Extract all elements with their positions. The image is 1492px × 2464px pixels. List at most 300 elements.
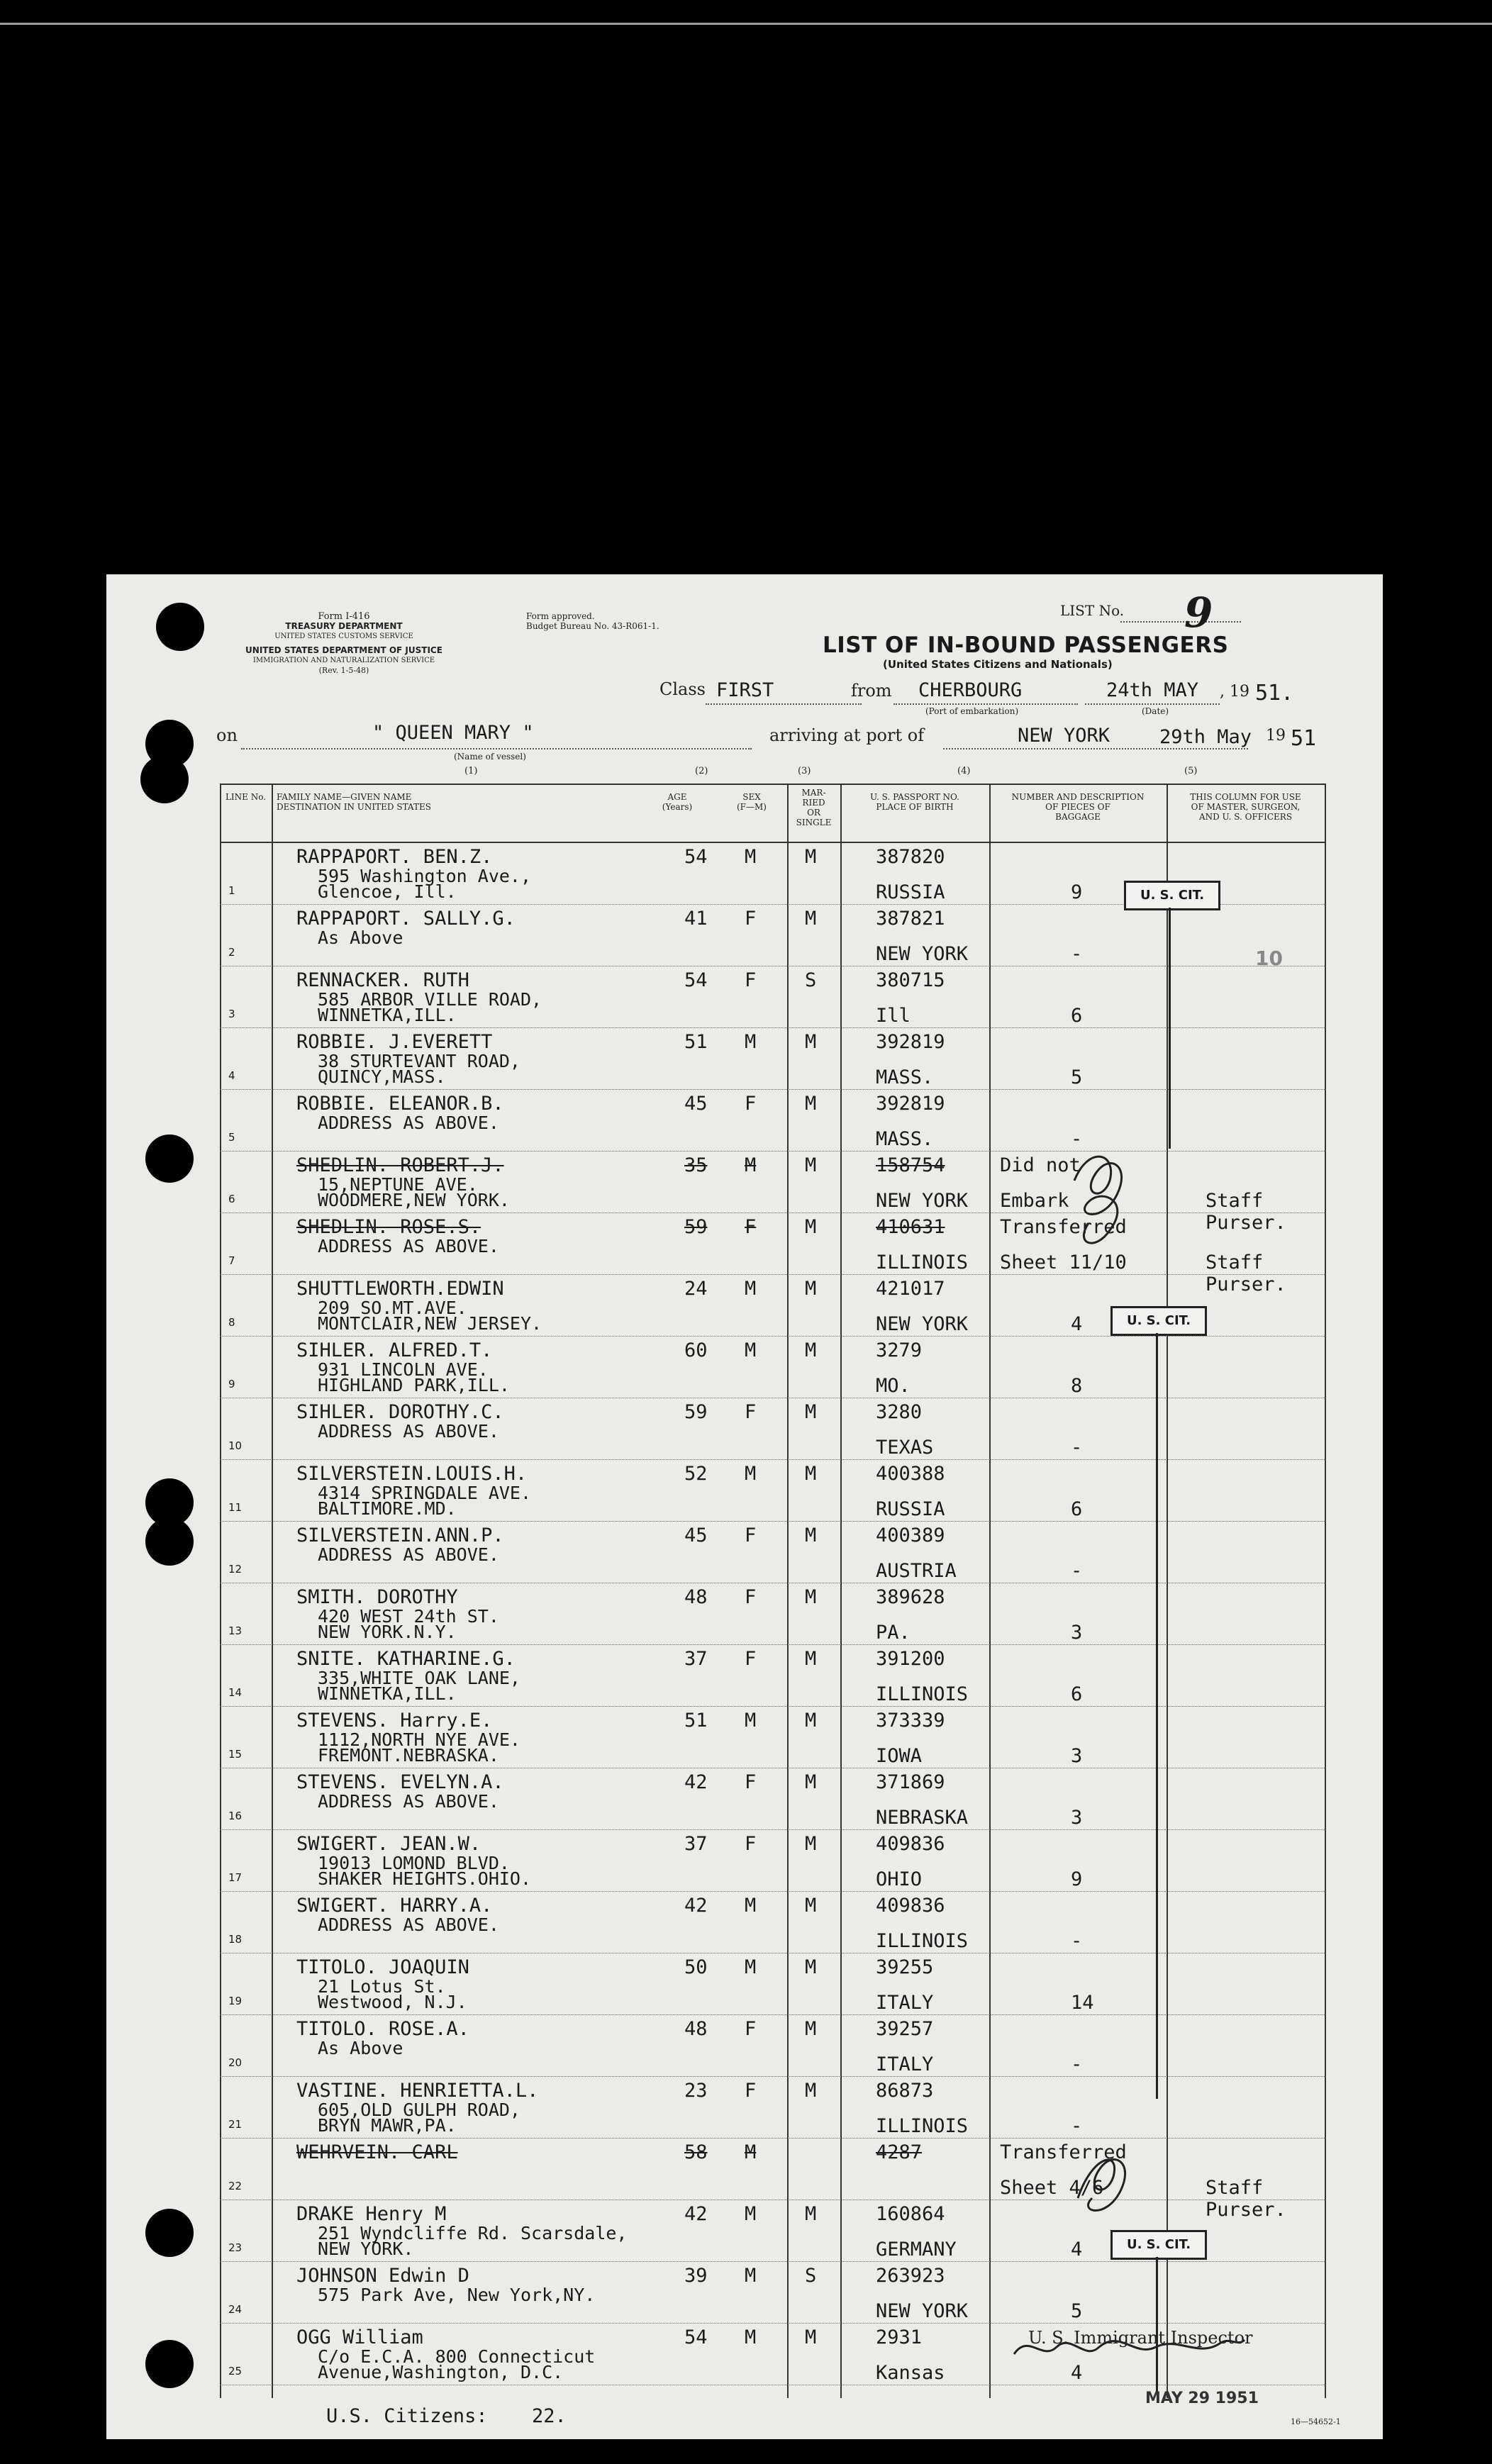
- list-no-value: 9: [1184, 589, 1213, 637]
- baggage-count: 4: [1071, 2362, 1083, 2384]
- us-cit-stamp: U. S. CIT.: [1110, 2230, 1207, 2260]
- place-of-birth: MASS.: [876, 1128, 934, 1150]
- passenger-sex: M: [745, 1956, 757, 1978]
- line-number: 14: [228, 1686, 243, 1699]
- vessel-line: [241, 748, 752, 749]
- passport-number: 158754: [876, 1154, 945, 1176]
- passport-number: 400389: [876, 1524, 945, 1546]
- table-row: [220, 2015, 1326, 2077]
- place-of-birth: ITALY: [876, 2053, 934, 2075]
- passenger-name: SHUTTLEWORTH.EDWIN: [296, 1278, 504, 1300]
- baggage-count: 6: [1071, 1005, 1083, 1027]
- table-row: [220, 1953, 1326, 2015]
- us-cit-stamp: U. S. CIT.: [1124, 881, 1220, 910]
- marital-status: M: [805, 1401, 817, 1423]
- marital-status: M: [805, 1339, 817, 1361]
- table-row: [220, 905, 1326, 966]
- address-line-1: ADDRESS AS ABOVE.: [318, 1236, 499, 1256]
- date-line: [1085, 703, 1220, 705]
- passenger-sex: M: [745, 2265, 757, 2287]
- marital-status: S: [805, 969, 817, 991]
- baggage-note-2: Sheet 11/10: [1000, 1251, 1127, 1273]
- arrival-port: NEW YORK: [1018, 725, 1110, 747]
- address-line-1: 4314 SPRINGDALE AVE.: [318, 1483, 532, 1503]
- table-row: [220, 1522, 1326, 1583]
- header-sex: SEX (F—M): [737, 792, 767, 812]
- passenger-name: RAPPAPORT. BEN.Z.: [296, 846, 493, 868]
- marital-status: M: [805, 2326, 817, 2348]
- passenger-sex: M: [745, 1278, 757, 1300]
- vessel-name: " QUEEN MARY ": [372, 722, 534, 744]
- passport-number: 409836: [876, 1895, 945, 1917]
- passenger-age: 45: [684, 1524, 708, 1546]
- address-line-1: ADDRESS AS ABOVE.: [318, 1113, 499, 1133]
- line-number: 8: [228, 1316, 235, 1329]
- passenger-name: TITOLO. ROSE.A.: [296, 2018, 469, 2040]
- citizens-total-label: U.S. Citizens:: [326, 2405, 488, 2427]
- address-line-1: ADDRESS AS ABOVE.: [318, 1791, 499, 1812]
- passenger-age: 39: [684, 2265, 708, 2287]
- passenger-name: WEHRVEIN. CARL: [296, 2141, 458, 2163]
- marital-status: M: [805, 1278, 817, 1300]
- baggage-count: 6: [1071, 1683, 1083, 1705]
- table-row: [220, 2262, 1326, 2324]
- passport-number: 392819: [876, 1093, 945, 1115]
- table-row: [220, 1090, 1326, 1152]
- from-value: CHERBOURG: [918, 679, 1023, 701]
- justice-dept: UNITED STATES DEPARTMENT OF JUSTICE: [245, 645, 442, 655]
- address-line-1: 605,OLD GULPH ROAD,: [318, 2100, 520, 2120]
- customs-service: UNITED STATES CUSTOMS SERVICE: [274, 632, 413, 640]
- passenger-name: SWIGERT. HARRY.A.: [296, 1895, 493, 1917]
- passenger-age: 48: [684, 2018, 708, 2040]
- passenger-age: 51: [684, 1031, 708, 1053]
- passenger-age: 35: [684, 1154, 708, 1176]
- year-value: 51.: [1255, 681, 1294, 706]
- place-of-birth: TEXAS: [876, 1437, 934, 1459]
- place-of-birth: NEW YORK: [876, 1190, 969, 1212]
- address-line-1: 21 Lotus St.: [318, 1976, 446, 1997]
- baggage-count: -: [1071, 1560, 1083, 1582]
- table-row: [220, 1337, 1326, 1398]
- col-num-5: (5): [1184, 766, 1198, 776]
- passenger-name: SHEDLIN. ROSE.S.: [296, 1216, 481, 1238]
- table-row: [220, 1768, 1326, 1830]
- passport-number: 2931: [876, 2326, 923, 2348]
- passenger-sex: M: [745, 2326, 757, 2348]
- punch-hole: [156, 603, 204, 651]
- port-embarkation-caption: (Port of embarkation): [925, 706, 1019, 716]
- passenger-name: STEVENS. EVELYN.A.: [296, 1771, 504, 1793]
- passenger-sex: F: [745, 1771, 757, 1793]
- passport-number: 400388: [876, 1463, 945, 1485]
- passenger-name: SIHLER. ALFRED.T.: [296, 1339, 493, 1361]
- baggage-count: -: [1071, 1930, 1083, 1952]
- baggage-count: 8: [1071, 1375, 1083, 1397]
- inspection-date-stamp: MAY 29 1951: [1145, 2390, 1259, 2407]
- passenger-age: 23: [684, 2080, 708, 2102]
- baggage-count: 3: [1071, 1745, 1083, 1767]
- scribble-mark: [1064, 2134, 1142, 2226]
- address-line-2: MONTCLAIR,NEW JERSEY.: [318, 1313, 542, 1334]
- address-line-2: NEW YORK.: [318, 2239, 414, 2259]
- passenger-age: 58: [684, 2141, 708, 2163]
- marital-status: M: [805, 908, 817, 930]
- passenger-name: SILVERSTEIN.LOUIS.H.: [296, 1463, 528, 1485]
- table-row: [220, 1460, 1326, 1522]
- passport-number: 380715: [876, 969, 945, 991]
- on-label: on: [216, 725, 238, 745]
- address-line-1: ADDRESS AS ABOVE.: [318, 1421, 499, 1442]
- place-of-birth: NEW YORK: [876, 1313, 969, 1335]
- table-row: [220, 1583, 1326, 1645]
- print-code: 16—54652-1: [1291, 2417, 1341, 2426]
- place-of-birth: IOWA: [876, 1745, 923, 1767]
- year-prefix: , 19: [1220, 683, 1249, 701]
- passenger-sex: M: [745, 1031, 757, 1053]
- passenger-name: SILVERSTEIN.ANN.P.: [296, 1524, 504, 1546]
- passenger-sex: F: [745, 1833, 757, 1855]
- baggage-count: 4: [1071, 2239, 1083, 2260]
- baggage-count: -: [1071, 2053, 1083, 2075]
- passenger-age: 60: [684, 1339, 708, 1361]
- address-line-2: WOODMERE,NEW YORK.: [318, 1190, 510, 1210]
- passport-number: 410631: [876, 1216, 945, 1238]
- address-line-2: FREMONT.NEBRASKA.: [318, 1745, 499, 1766]
- passport-number: 4287: [876, 2141, 923, 2163]
- address-line-2: SHAKER HEIGHTS.OHIO.: [318, 1868, 532, 1889]
- place-of-birth: ILLINOIS: [876, 1683, 969, 1705]
- passenger-name: SWIGERT. JEAN.W.: [296, 1833, 481, 1855]
- header-age: AGE (Years): [662, 792, 693, 812]
- passenger-sex: M: [745, 1895, 757, 1917]
- passenger-name: DRAKE Henry M: [296, 2203, 447, 2225]
- punch-hole: [140, 755, 189, 803]
- passenger-sex: F: [745, 2080, 757, 2102]
- arrival-line: [943, 748, 1248, 749]
- passenger-name: RENNACKER. RUTH: [296, 969, 469, 991]
- passenger-age: 48: [684, 1586, 708, 1608]
- line-number: 11: [228, 1501, 243, 1514]
- arrival-year: 51: [1291, 726, 1317, 751]
- manifest-sheet: [106, 574, 1383, 2439]
- passenger-name: SHEDLIN. ROBERT.J.: [296, 1154, 504, 1176]
- list-no-label: LIST No.: [1060, 602, 1125, 619]
- place-of-birth: NEBRASKA: [876, 1807, 969, 1829]
- passport-number: 391200: [876, 1648, 945, 1670]
- class-line: [706, 703, 862, 705]
- marital-status: M: [805, 1216, 817, 1238]
- marital-status: M: [805, 846, 817, 868]
- baggage-count: 9: [1071, 1868, 1083, 1890]
- form-number: Form I-416: [318, 611, 370, 622]
- baggage-count: 14: [1071, 1992, 1094, 2014]
- marital-status: M: [805, 1710, 817, 1732]
- marital-status: M: [805, 1895, 817, 1917]
- baggage-count: -: [1071, 1437, 1083, 1459]
- us-cit-stamp: U. S. CIT.: [1110, 1306, 1207, 1336]
- line-number: 10: [228, 1439, 243, 1452]
- inspector-label: U. S. Immigrant Inspector: [1028, 2328, 1253, 2348]
- place-of-birth: Ill: [876, 1005, 911, 1027]
- treasury-dept: TREASURY DEPARTMENT: [285, 621, 403, 631]
- passenger-age: 42: [684, 2203, 708, 2225]
- place-of-birth: NEW YORK: [876, 943, 969, 965]
- passport-number: 387821: [876, 908, 945, 930]
- passport-number: 39257: [876, 2018, 934, 2040]
- baggage-note: Transferred: [1000, 1216, 1127, 1238]
- passport-number: 421017: [876, 1278, 945, 1300]
- address-line-1: 251 Wyndcliffe Rd. Scarsdale,: [318, 2223, 628, 2243]
- baggage-note: Did not: [1000, 1154, 1081, 1176]
- marital-status: M: [805, 1833, 817, 1855]
- place-of-birth: RUSSIA: [876, 1498, 945, 1520]
- address-line-2: Glencoe, Ill.: [318, 881, 457, 902]
- baggage-count: 6: [1071, 1498, 1083, 1520]
- passenger-name: SNITE. KATHARINE.G.: [296, 1648, 516, 1670]
- stamp-arrow-line: [1156, 1333, 1158, 2099]
- address-line-1: 15,NEPTUNE AVE.: [318, 1174, 478, 1195]
- header-line-no: LINE No.: [225, 792, 267, 802]
- line-number: 6: [228, 1193, 235, 1205]
- line-number: 25: [228, 2365, 243, 2377]
- place-of-birth: RUSSIA: [876, 881, 945, 903]
- from-line: [893, 703, 1078, 705]
- marital-status: M: [805, 1771, 817, 1793]
- passenger-name: VASTINE. HENRIETTA.L.: [296, 2080, 539, 2102]
- stamp-arrow-line: [1169, 908, 1171, 1149]
- place-of-birth: ITALY: [876, 1992, 934, 2014]
- address-line-1: 19013 LOMOND BLVD.: [318, 1853, 510, 1873]
- address-line-1: 420 WEST 24th ST.: [318, 1606, 499, 1627]
- header-officers: THIS COLUMN FOR USE OF MASTER, SURGEON, AND U. S. OFFICERS: [1190, 792, 1301, 822]
- address-line-1: 335,WHITE OAK LANE,: [318, 1668, 520, 1688]
- passenger-name: RAPPAPORT. SALLY.G.: [296, 908, 516, 930]
- passenger-age: 42: [684, 1771, 708, 1793]
- passenger-name: OGG William: [296, 2326, 423, 2348]
- address-line-2: Westwood, N.J.: [318, 1992, 467, 2012]
- place-of-birth: MO.: [876, 1375, 911, 1397]
- passport-number: 86873: [876, 2080, 934, 2102]
- place-of-birth: ILLINOIS: [876, 1930, 969, 1952]
- baggage-count: 3: [1071, 1807, 1083, 1829]
- passport-number: 39255: [876, 1956, 934, 1978]
- line-number: 15: [228, 1748, 243, 1761]
- passport-number: 371869: [876, 1771, 945, 1793]
- address-line-1: 585 ARBOR VILLE ROAD,: [318, 989, 542, 1010]
- passport-number: 3279: [876, 1339, 923, 1361]
- passenger-age: 54: [684, 2326, 708, 2348]
- col-num-4: (4): [957, 766, 971, 776]
- passenger-age: 59: [684, 1401, 708, 1423]
- passenger-sex: F: [745, 1648, 757, 1670]
- baggage-note: Transferred: [1000, 2141, 1127, 2163]
- address-line-1: 931 LINCOLN AVE.: [318, 1359, 489, 1380]
- officer-note: Staff Purser.: [1206, 2177, 1286, 2221]
- passenger-sex: M: [745, 2141, 757, 2163]
- page-title: LIST OF IN-BOUND PASSENGERS: [823, 632, 1229, 658]
- passenger-name: ROBBIE. ELEANOR.B.: [296, 1093, 504, 1115]
- marital-status: M: [805, 1648, 817, 1670]
- passenger-sex: M: [745, 846, 757, 868]
- passenger-age: 54: [684, 846, 708, 868]
- line-number: 22: [228, 2180, 243, 2192]
- class-label: Class: [659, 679, 706, 699]
- baggage-count: 5: [1071, 2300, 1083, 2322]
- place-of-birth: NEW YORK: [876, 2300, 969, 2322]
- address-line-1: ADDRESS AS ABOVE.: [318, 1544, 499, 1565]
- marital-status: M: [805, 1463, 817, 1485]
- line-number: 1: [228, 884, 235, 897]
- punch-hole: [145, 1135, 194, 1183]
- passenger-name: TITOLO. JOAQUIN: [296, 1956, 469, 1978]
- passenger-sex: M: [745, 1463, 757, 1485]
- class-value: FIRST: [716, 679, 774, 701]
- line-number: 9: [228, 1378, 235, 1390]
- baggage-count: -: [1071, 2115, 1083, 2137]
- line-number: 17: [228, 1871, 243, 1884]
- place-of-birth: Kansas: [876, 2362, 945, 2384]
- vessel-caption: (Name of vessel): [454, 752, 526, 762]
- col-num-2: (2): [695, 766, 708, 776]
- address-line-2: WINNETKA,ILL.: [318, 1683, 457, 1704]
- punch-hole: [145, 2340, 194, 2388]
- header-name: FAMILY NAME—GIVEN NAME DESTINATION IN UNITED STATES: [277, 792, 431, 812]
- embark-date: 24th MAY: [1106, 679, 1199, 701]
- passport-number: 373339: [876, 1710, 945, 1732]
- line-number: 20: [228, 2056, 243, 2069]
- passenger-sex: F: [745, 1524, 757, 1546]
- baggage-count: 5: [1071, 1066, 1083, 1088]
- marital-status: M: [805, 1586, 817, 1608]
- address-line-1: ADDRESS AS ABOVE.: [318, 1914, 499, 1935]
- line-number: 23: [228, 2241, 243, 2254]
- baggage-count: 9: [1071, 881, 1083, 903]
- marital-status: M: [805, 2080, 817, 2102]
- place-of-birth: PA.: [876, 1622, 911, 1644]
- arrival-year-prefix: 19: [1266, 727, 1286, 745]
- passenger-sex: F: [745, 1216, 757, 1238]
- col-num-3: (3): [798, 766, 811, 776]
- line-number: 4: [228, 1069, 235, 1082]
- address-line-1: As Above: [318, 927, 403, 948]
- punch-hole: [145, 2209, 194, 2257]
- address-line-1: 595 Washington Ave.,: [318, 866, 532, 886]
- officer-note: Staff Purser.: [1206, 1190, 1286, 1234]
- top-border-line: [0, 23, 1492, 25]
- arriving-label: arriving at port of: [769, 725, 925, 745]
- table-row: [220, 966, 1326, 1028]
- header-passport: U. S. PASSPORT NO. PLACE OF BIRTH: [870, 792, 959, 812]
- officer-note: Staff Purser.: [1206, 1251, 1286, 1295]
- passenger-sex: M: [745, 1154, 757, 1176]
- passenger-sex: F: [745, 908, 757, 930]
- line-number: 7: [228, 1254, 235, 1267]
- line-number: 24: [228, 2303, 243, 2316]
- address-line-2: NEW YORK.N.Y.: [318, 1622, 457, 1642]
- revision-date: (Rev. 1-5-48): [318, 666, 369, 675]
- place-of-birth: ILLINOIS: [876, 1251, 969, 1273]
- baggage-count: 3: [1071, 1622, 1083, 1644]
- line-number: 18: [228, 1933, 243, 1946]
- passenger-age: 41: [684, 908, 708, 930]
- address-line-2: BALTIMORE.MD.: [318, 1498, 457, 1519]
- passenger-age: 37: [684, 1648, 708, 1670]
- table-row: [220, 1028, 1326, 1090]
- passenger-age: 54: [684, 969, 708, 991]
- passenger-age: 45: [684, 1093, 708, 1115]
- passenger-name: SIHLER. DOROTHY.C.: [296, 1401, 504, 1423]
- address-line-2: HIGHLAND PARK,ILL.: [318, 1375, 510, 1395]
- line-number: 2: [228, 946, 235, 959]
- table-row: [220, 2077, 1326, 2139]
- form-approved: Form approved.: [526, 611, 595, 621]
- marital-status: M: [805, 2018, 817, 2040]
- passenger-sex: F: [745, 1586, 757, 1608]
- from-label: from: [851, 681, 892, 701]
- passenger-sex: M: [745, 2203, 757, 2225]
- address-line-1: 209 SO.MT.AVE.: [318, 1298, 467, 1318]
- marital-status: M: [805, 1154, 817, 1176]
- passenger-name: JOHNSON Edwin D: [296, 2265, 469, 2287]
- header-baggage: NUMBER AND DESCRIPTION OF PIECES OF BAGGAGE: [1011, 792, 1145, 822]
- table-row: [220, 1707, 1326, 1768]
- passport-number: 263923: [876, 2265, 945, 2287]
- passenger-age: 37: [684, 1833, 708, 1855]
- passenger-sex: F: [745, 969, 757, 991]
- passport-number: 392819: [876, 1031, 945, 1053]
- address-line-1: As Above: [318, 2038, 403, 2058]
- table-row: [220, 1830, 1326, 1892]
- passport-number: 409836: [876, 1833, 945, 1855]
- address-line-2: BRYN MAWR,PA.: [318, 2115, 457, 2136]
- punch-hole: [145, 1517, 194, 1566]
- baggage-note-2: Embark: [1000, 1190, 1069, 1212]
- passenger-sex: F: [745, 1401, 757, 1423]
- line-number: 21: [228, 2118, 243, 2131]
- header-married: MAR- RIED OR SINGLE: [796, 788, 832, 827]
- place-of-birth: ILLINOIS: [876, 2115, 969, 2137]
- ins-service: IMMIGRATION AND NATURALIZATION SERVICE: [252, 657, 435, 664]
- budget-bureau: Budget Bureau No. 43-R061-1.: [526, 621, 659, 631]
- line-number: 12: [228, 1563, 243, 1576]
- passenger-table: [220, 784, 1326, 2398]
- marital-status: S: [805, 2265, 817, 2287]
- col-num-1: (1): [464, 766, 478, 776]
- passenger-sex: M: [745, 1710, 757, 1732]
- passenger-sex: M: [745, 1339, 757, 1361]
- passport-number: 160864: [876, 2203, 945, 2225]
- page-subtitle: (United States Citizens and Nationals): [883, 658, 1113, 671]
- address-line-2: Avenue,Washington, D.C.: [318, 2362, 564, 2382]
- address-line-2: WINNETKA,ILL.: [318, 1005, 457, 1025]
- passenger-name: STEVENS. Harry.E.: [296, 1710, 493, 1732]
- place-of-birth: MASS.: [876, 1066, 934, 1088]
- place-of-birth: GERMANY: [876, 2239, 957, 2260]
- place-of-birth: OHIO: [876, 1868, 923, 1890]
- passenger-name: SMITH. DOROTHY: [296, 1586, 458, 1608]
- table-row: [220, 1398, 1326, 1460]
- line-number: 5: [228, 1131, 235, 1144]
- address-line-1: 1112,NORTH NYE AVE.: [318, 1729, 520, 1750]
- date-caption: (Date): [1142, 706, 1169, 716]
- address-line-1: 38 STURTEVANT ROAD,: [318, 1051, 520, 1071]
- list-no-line: [1120, 621, 1241, 623]
- passenger-age: 50: [684, 1956, 708, 1978]
- address-line-2: QUINCY,MASS.: [318, 1066, 446, 1087]
- passenger-sex: F: [745, 1093, 757, 1115]
- marital-status: M: [805, 1093, 817, 1115]
